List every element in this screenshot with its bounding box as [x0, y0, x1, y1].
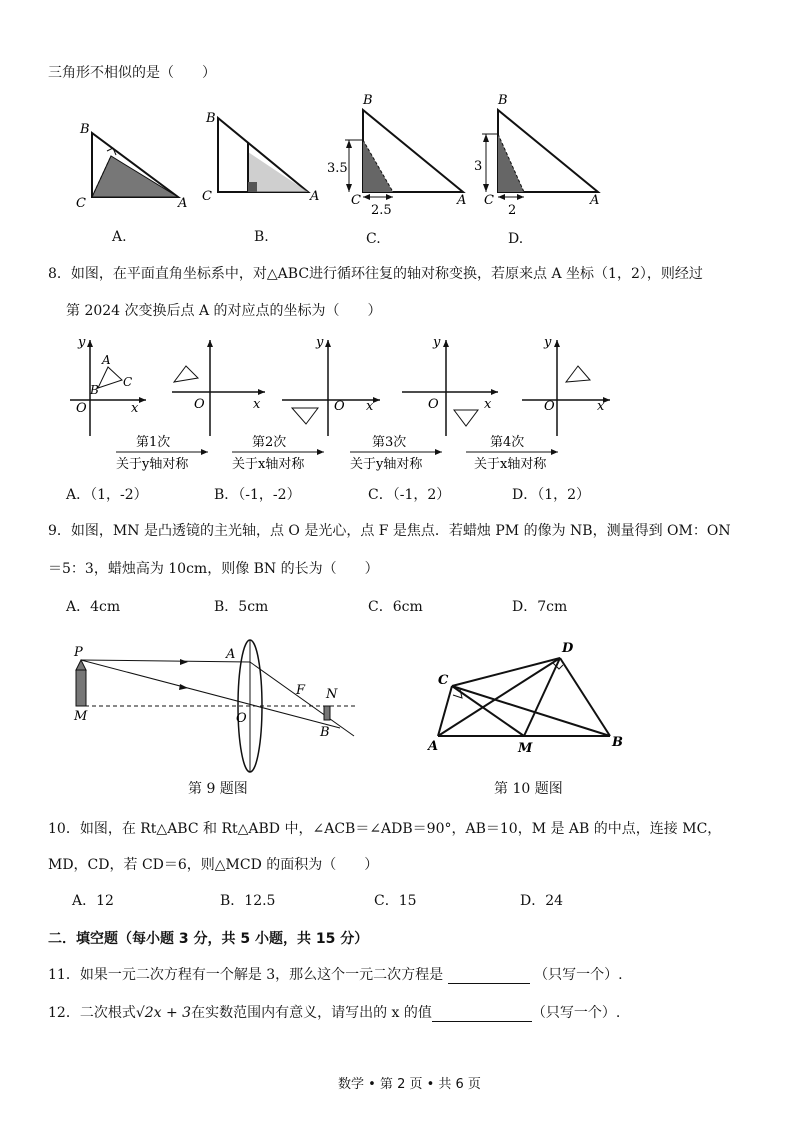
q10-figure-caption: 第 10 题图: [494, 781, 563, 797]
q10-stem-line1: 10．如图，在 Rt△ABC 和 Rt△ABD 中，∠ACB＝∠ADB＝90°，AB＝10，M 是 AB 的中点，连接 MC，: [48, 821, 722, 837]
svg-text:y: y: [316, 335, 324, 350]
svg-text:O: O: [76, 401, 87, 416]
q9-label-b: B: [320, 725, 330, 740]
page-footer: 数学 • 第 2 页 • 共 6 页: [338, 1077, 481, 1092]
q7c-label-a: A: [457, 193, 467, 208]
q7c-dim-width: 2.5: [371, 203, 392, 218]
svg-text:O: O: [194, 397, 205, 412]
q12-radical: √2x + 3: [135, 1005, 192, 1021]
svg-text:x: x: [366, 399, 374, 414]
q9-figure-caption: 第 9 题图: [188, 781, 248, 797]
q7b-label-b: B: [206, 111, 216, 126]
q8-option-c: C．（-1，2）: [368, 487, 451, 503]
q9-stem-line2: ＝5：3，蜡烛高为 10cm，则像 BN 的长为（ ）: [48, 561, 379, 577]
q9-label-p: P: [74, 645, 83, 660]
q7c-dim-height: 3.5: [327, 161, 348, 176]
section-2-heading: 二．填空题（每小题 3 分，共 5 小题，共 15 分）: [48, 931, 369, 947]
q12-answer-blank[interactable]: [432, 1007, 532, 1022]
q10-option-d: D．24: [520, 893, 564, 909]
q9-option-b: B．5cm: [214, 599, 269, 615]
q10-label-a: A: [428, 739, 439, 754]
q9-label-o: O: [236, 711, 247, 726]
q8-option-a: A．（1，-2）: [66, 487, 148, 503]
q7b-label-c: C: [202, 189, 212, 204]
q9-stem-line1: 9．如图，MN 是凸透镜的主光轴，点 O 是光心，点 F 是焦点．若蜡烛 PM 的像为 NB，测量得到 OM：ON: [48, 523, 731, 539]
svg-text:y: y: [433, 335, 441, 350]
q7-figure-c: [325, 92, 475, 217]
q9-label-a: A: [226, 647, 236, 662]
q8-axes-original: [70, 335, 146, 436]
q7d-label-b: B: [498, 93, 508, 108]
q10-label-m: M: [518, 741, 533, 756]
q8-step4-top: 第4次: [490, 435, 525, 450]
q10-label-c: C: [438, 673, 449, 688]
q8-step4-bottom: 关于x轴对称: [474, 457, 547, 472]
q8-axes-step4: [522, 335, 610, 436]
svg-text:B: B: [90, 383, 99, 397]
q10-label-d: D: [562, 641, 574, 656]
q9-option-a: A．4cm: [66, 599, 121, 615]
q11-answer-blank[interactable]: [448, 969, 530, 984]
svg-text:O: O: [544, 399, 555, 414]
q8-axes-step1: [172, 340, 265, 436]
q7-option-c: C.: [366, 231, 381, 247]
q8-step1-bottom: 关于y轴对称: [116, 457, 189, 472]
q8-step3-top: 第3次: [372, 435, 407, 450]
q8-step3-bottom: 关于y轴对称: [350, 457, 423, 472]
svg-text:x: x: [597, 399, 605, 414]
svg-text:C: C: [123, 375, 133, 389]
q7-option-b: B.: [254, 229, 269, 245]
svg-text:y: y: [544, 335, 552, 350]
q9-label-m: M: [74, 709, 88, 724]
q8-step2-top: 第2次: [252, 435, 287, 450]
q7-figure-d: [470, 92, 610, 217]
q11-stem: 11．如果一元二次方程有一个解是 3，那么这个一元二次方程是 （只写一个）.: [48, 967, 623, 983]
q8-step2-bottom: 关于x轴对称: [232, 457, 305, 472]
q10-option-b: B．12.5: [220, 893, 276, 909]
q10-option-c: C．15: [374, 893, 417, 909]
svg-text:O: O: [428, 397, 439, 412]
q7d-label-a: A: [590, 193, 600, 208]
q9-label-n: N: [326, 687, 338, 702]
q7a-label-b: B: [80, 122, 90, 137]
q9-option-c: C．6cm: [368, 599, 423, 615]
q10-triangle-figure: [420, 636, 635, 756]
q7a-label-c: C: [76, 196, 86, 211]
q10-option-a: A．12: [72, 893, 114, 909]
q7a-label-a: A: [178, 196, 188, 211]
q7-option-d: D.: [508, 231, 524, 247]
svg-text:A: A: [102, 353, 111, 367]
q7d-dim-height: 3: [474, 159, 483, 174]
q7d-dim-width: 2: [508, 203, 517, 218]
q10-label-b: B: [612, 735, 623, 750]
q7c-label-c: C: [351, 193, 361, 208]
q8-step1-top: 第1次: [136, 435, 171, 450]
svg-text:y: y: [78, 335, 86, 350]
q9-lens-figure: [70, 636, 370, 766]
q8-option-b: B．（-1，-2）: [214, 487, 301, 503]
svg-text:x: x: [253, 397, 261, 412]
q9-option-d: D．7cm: [512, 599, 568, 615]
q10-stem-line2: MD，CD，若 CD＝6，则△MCD 的面积为（ ）: [48, 857, 379, 873]
svg-text:O: O: [334, 399, 345, 414]
q8-transform-figure: [60, 330, 620, 480]
q7d-label-c: C: [484, 193, 494, 208]
q9-label-f: F: [296, 683, 306, 698]
q8-stem-line2: 第 2024 次变换后点 A 的对应点的坐标为（ ）: [66, 303, 382, 319]
q7-option-a: A.: [112, 229, 127, 245]
svg-text:x: x: [131, 401, 139, 416]
q8-option-d: D．（1，2）: [512, 487, 591, 503]
q7c-label-b: B: [363, 93, 373, 108]
q8-axes-step2: [282, 335, 380, 436]
q12-stem: 12．二次根式√2x + 3在实数范围内有意义，请写出的 x 的值 （只写一个）.: [48, 1005, 621, 1021]
q8-stem-line1: 8．如图，在平面直角坐标系中，对△ABC进行循环往复的轴对称变换，若原来点 A 坐标（1，2），则经过: [48, 266, 703, 282]
q7-figure-b: [200, 112, 330, 212]
q7b-label-a: A: [310, 189, 320, 204]
q7-figure-a: [70, 115, 190, 215]
svg-text:x: x: [484, 397, 492, 412]
q8-axes-step3: [402, 335, 498, 436]
q7-stem-tail: 三角形不相似的是（ ）: [48, 65, 216, 81]
